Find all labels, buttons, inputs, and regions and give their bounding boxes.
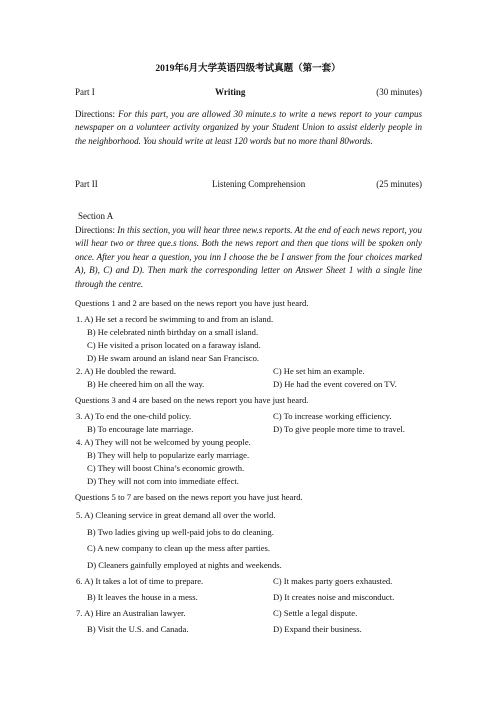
q7-option-b: B) Visit the U.S. and Canada. <box>87 624 189 634</box>
part1-time: (30 minutes) <box>376 87 422 97</box>
q4-option-c: C) They will boost China’s economic growth. <box>87 463 245 473</box>
q7-option-d: D) Expand their business. <box>273 624 362 634</box>
q5-option-c: C) A new company to clean up the mess after parties. <box>87 543 271 553</box>
q1-option-b: B) He celebrated ninth birthday on a small island. <box>87 327 259 337</box>
q1-option-c: C) He visited a prison located on a faraway island. <box>87 340 261 350</box>
q7-option-c: C) Settle a legal dispute. <box>273 608 358 618</box>
writing-directions-text: For this part, you are allowed 30 minute.s to write a news report to your campus newspaper on a volunteer activity organized by your Student Union to assist elderly people in the neighborhood. You should write at least 120 words but no more thanl 80words. <box>75 109 422 146</box>
exam-title: 2019年6月大学英语四级考试真题（第一套） <box>155 64 341 74</box>
q2-option-c: C) He set him an example. <box>273 366 365 376</box>
q6-option-b: B) It leaves the house in a mess. <box>87 592 198 602</box>
q6-option-c: C) It makes party goers exhausted. <box>273 576 393 586</box>
q1-2-intro: Questions 1 and 2 are based on the news report you have just heard. <box>75 298 309 308</box>
listening-directions <box>75 214 422 291</box>
q3-option-a: 3. A) To end the one-child policy. <box>76 411 192 421</box>
writing-directions-lead: Directions: <box>75 109 119 119</box>
q6-option-d: D) It creates noise and misconduct. <box>273 592 395 602</box>
q4-option-d: D) They will not com into immediate effect. <box>87 476 239 486</box>
q5-option-d: D) Cleaners gainfully employed at nights and weekends. <box>87 560 282 570</box>
q1-option-a: 1. A) He set a record be swimming to and from an island. <box>76 314 274 324</box>
q3-option-b: B) To encourage late marriage. <box>87 424 194 434</box>
q7-option-a: 7. A) Hire an Australian lawyer. <box>76 608 186 618</box>
q2-option-b: B) He cheered him on all the way. <box>87 379 205 389</box>
part1-label: Part I <box>75 87 95 97</box>
listening-directions-lead: Directions: <box>75 225 118 235</box>
writing-directions <box>75 108 422 148</box>
q5-7-intro: Questions 5 to 7 are based on the news report you have just heard. <box>75 492 303 502</box>
part2-name: Listening Comprehension <box>212 179 306 189</box>
part1-name: Writing <box>215 87 246 97</box>
q3-option-d: D) To give people more time to travel. <box>273 424 405 434</box>
q3-4-intro: Questions 3 and 4 are based on the news report you have just heard. <box>75 395 309 405</box>
q5-option-a: 5. A) Cleaning service in great demand all over the world. <box>76 510 276 520</box>
listening-directions-text: In this section, you will hear three new.s reports. At the end of each news report, you will hear two or three que.s tions. Both the news report and then que tions will be spoken only once. After you hear a question, you inn I choose the be I answer from the four choices marked A), B), C) and D). Then mark the corresponding letter on Answer Sheet 1 with a single line through the centre. <box>75 225 422 289</box>
section-a-heading: Section A <box>78 211 114 221</box>
q4-option-a: 4. A) They will not be welcomed by young people. <box>76 437 251 447</box>
q1-option-d: D) He swam around an island near San Francisco. <box>87 353 260 363</box>
part2-label: Part II <box>75 179 98 189</box>
q3-option-c: C) To increase working efficiency. <box>273 411 392 421</box>
q5-option-b: B) Two ladies giving up well-paid jobs to do cleaning. <box>87 527 274 537</box>
q6-option-a: 6. A) It takes a lot of time to prepare. <box>76 576 204 586</box>
part2-time: (25 minutes) <box>376 179 422 189</box>
q2-option-d: D) He had the event covered on TV. <box>273 379 397 389</box>
q2-option-a: 2. A) He doubled the reward. <box>76 366 176 376</box>
q4-option-b: B) They will help to popularize early marriage. <box>87 450 250 460</box>
